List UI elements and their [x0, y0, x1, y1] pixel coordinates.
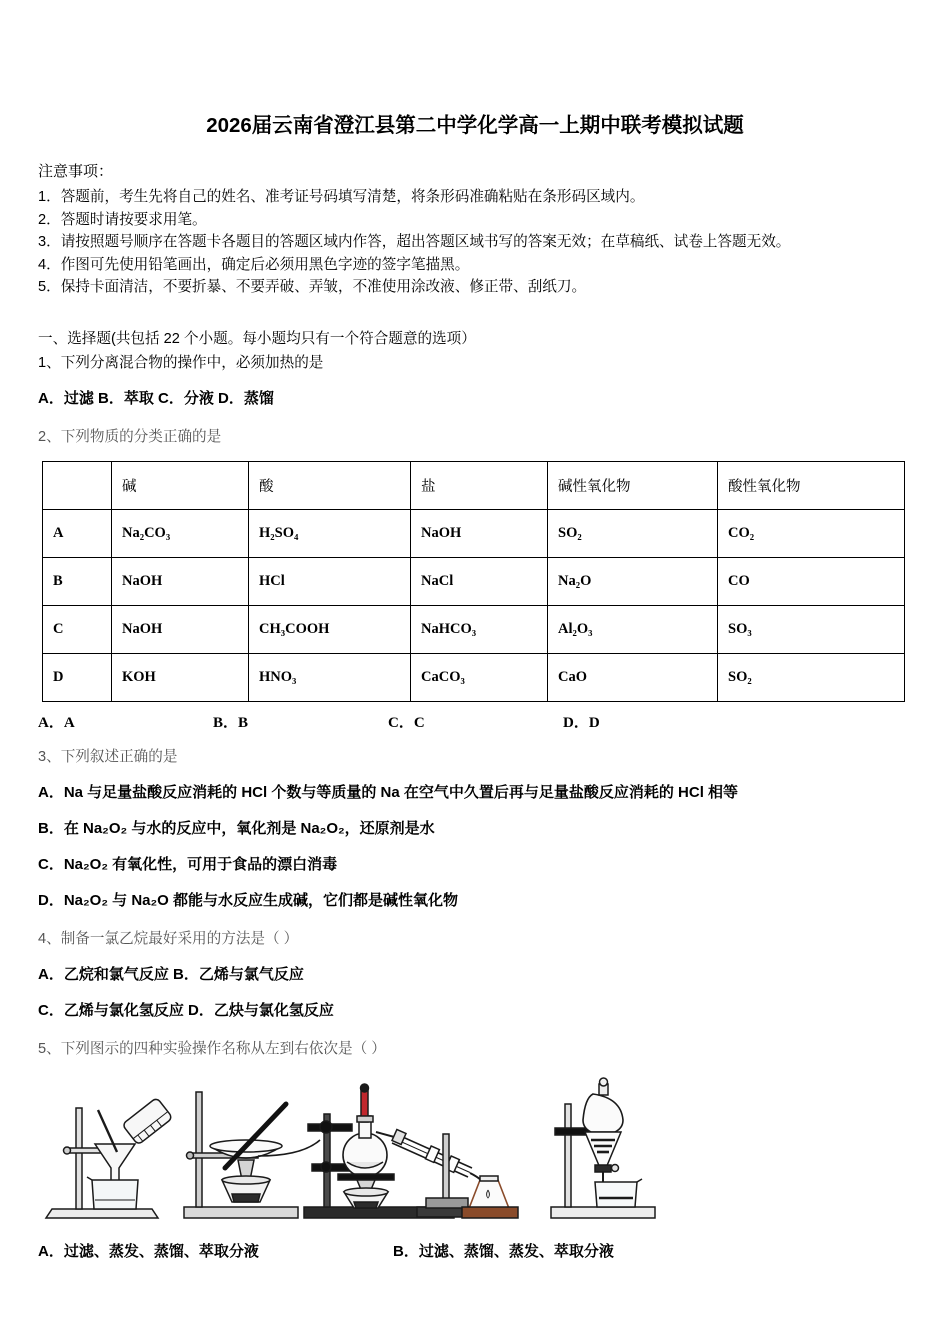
table-header-basic-oxide: 碱性氧化物: [548, 461, 718, 509]
table-row: [43, 509, 905, 557]
cell-d-basic-oxide: CaO: [548, 653, 718, 701]
table-row: [43, 653, 905, 701]
notice-line-1: 1．答题前，考生先将自己的姓名、准考证号码填写清楚，将条形码准确粘贴在条形码区域内。: [38, 189, 645, 205]
evaporation-apparatus-icon: [184, 1092, 320, 1218]
notice-heading: 注意事项：: [38, 163, 114, 180]
cell-d-acidic-oxide: SO₂: [718, 653, 905, 701]
cell-a-salt: NaOH: [411, 509, 548, 557]
questions-container: [0, 328, 950, 1060]
answer-option-c[interactable]: C．C: [388, 714, 425, 731]
question-3-option-c[interactable]: C．Na₂O₂ 有氧化性，可用于食品的漂白消毒: [38, 855, 338, 873]
cell-b-base: NaOH: [112, 557, 249, 605]
notice-block: [0, 138, 950, 299]
row-label-d: D: [43, 653, 112, 701]
question-1-options[interactable]: A．过滤 B．萃取 C．分液 D．蒸馏: [38, 389, 274, 407]
question-2-stem: 2、下列物质的分类正确的是: [38, 428, 222, 445]
question-5-stem: 5、下列图示的四种实验操作名称从左到右依次是（ ）: [38, 1040, 386, 1057]
cell-c-acid: CH₃COOH: [249, 605, 411, 653]
table-header-base: 碱: [112, 461, 249, 509]
question-3-option-d[interactable]: D．Na₂O₂ 与 Na₂O 都能与水反应生成碱，它们都是碱性氧化物: [38, 891, 459, 909]
apparatus-figure-strip: [0, 1076, 950, 1226]
notice-line-3: 3．请按照题号顺序在答题卡各题目的答题区域内作答，超出答题区域书写的答案无效；在草稿纸、试卷上答题无效。: [38, 234, 791, 250]
cell-a-acidic-oxide: CO₂: [718, 509, 905, 557]
cell-b-acidic-oxide: CO: [718, 557, 905, 605]
cell-b-salt: NaCl: [411, 557, 548, 605]
distillation-apparatus-icon: [304, 1084, 518, 1218]
section-heading: 一、选择题(共包括 22 个小题。每小题均只有一个符合题意的选项）: [38, 330, 476, 347]
cell-c-acidic-oxide: SO₃: [718, 605, 905, 653]
cell-d-salt: CaCO₃: [411, 653, 548, 701]
table-header-acidic-oxide: 酸性氧化物: [718, 461, 905, 509]
table-row: [43, 605, 905, 653]
question-3-option-b[interactable]: B．在 Na₂O₂ 与水的反应中，氧化剂是 Na₂O₂，还原剂是水: [38, 819, 435, 837]
separating-funnel-apparatus-icon: [551, 1078, 655, 1218]
question-3-option-a[interactable]: A．Na 与足量盐酸反应消耗的 HCl 个数与等质量的 Na 在空气中久置后再与足量盐酸反应消耗的 HCl 相等: [38, 783, 739, 801]
cell-a-basic-oxide: SO₂: [548, 509, 718, 557]
page-title: 2026届云南省澄江县第二中学化学高一上期中联考模拟试题: [206, 114, 744, 137]
row-label-c: C: [43, 605, 112, 653]
answer-option-a[interactable]: A．A: [38, 714, 75, 731]
notice-line-4: 4．作图可先使用铅笔画出，确定后必须用黑色字迹的签字笔描黑。: [38, 256, 470, 273]
cell-d-acid: HNO₃: [249, 653, 411, 701]
cell-a-acid: H₂SO₄: [249, 509, 411, 557]
table-header-blank: [43, 461, 112, 509]
notice-line-5: 5．保持卡面清洁，不要折暴、不要弄破、弄皱，不准使用涂改液、修正带、刮纸刀。: [38, 279, 587, 295]
classification-table: [42, 461, 905, 702]
answer-option-d[interactable]: D．D: [563, 714, 600, 731]
table-header-row: [43, 461, 905, 509]
row-label-a: A: [43, 509, 112, 557]
cell-b-basic-oxide: Na₂O: [548, 557, 718, 605]
question-5-option-a[interactable]: A．过滤、蒸发、蒸馏、萃取分液: [38, 1242, 259, 1260]
question-3-stem: 3、下列叙述正确的是: [38, 748, 178, 765]
table-row: [43, 557, 905, 605]
table-header-acid: 酸: [249, 461, 411, 509]
question-4-options-cd[interactable]: C．乙烯与氯化氢反应 D．乙炔与氯化氢反应: [38, 1001, 334, 1019]
answer-option-b[interactable]: B．B: [213, 714, 249, 731]
cell-c-salt: NaHCO₃: [411, 605, 548, 653]
table-header-salt: 盐: [411, 461, 548, 509]
row-label-b: B: [43, 557, 112, 605]
question-5-option-b[interactable]: B．过滤、蒸馏、蒸发、萃取分液: [393, 1242, 614, 1260]
question-5-answers: [0, 1240, 950, 1261]
cell-b-acid: HCl: [249, 557, 411, 605]
cell-c-base: NaOH: [112, 605, 249, 653]
cell-d-base: KOH: [112, 653, 249, 701]
filtration-apparatus-icon: [46, 1097, 173, 1218]
question-4-stem: 4、制备一氯乙烷最好采用的方法是（ ）: [38, 930, 299, 947]
question-4-options-ab[interactable]: A．乙烷和氯气反应 B．乙烯与氯气反应: [38, 965, 304, 983]
cell-a-base: Na₂CO₃: [112, 509, 249, 557]
cell-c-basic-oxide: Al₂O₃: [548, 605, 718, 653]
notice-line-2: 2．答题时请按要求用笔。: [38, 211, 207, 228]
question-2-answers: [38, 711, 912, 732]
question-1-stem: 1、下列分离混合物的操作中，必须加热的是: [38, 354, 324, 371]
